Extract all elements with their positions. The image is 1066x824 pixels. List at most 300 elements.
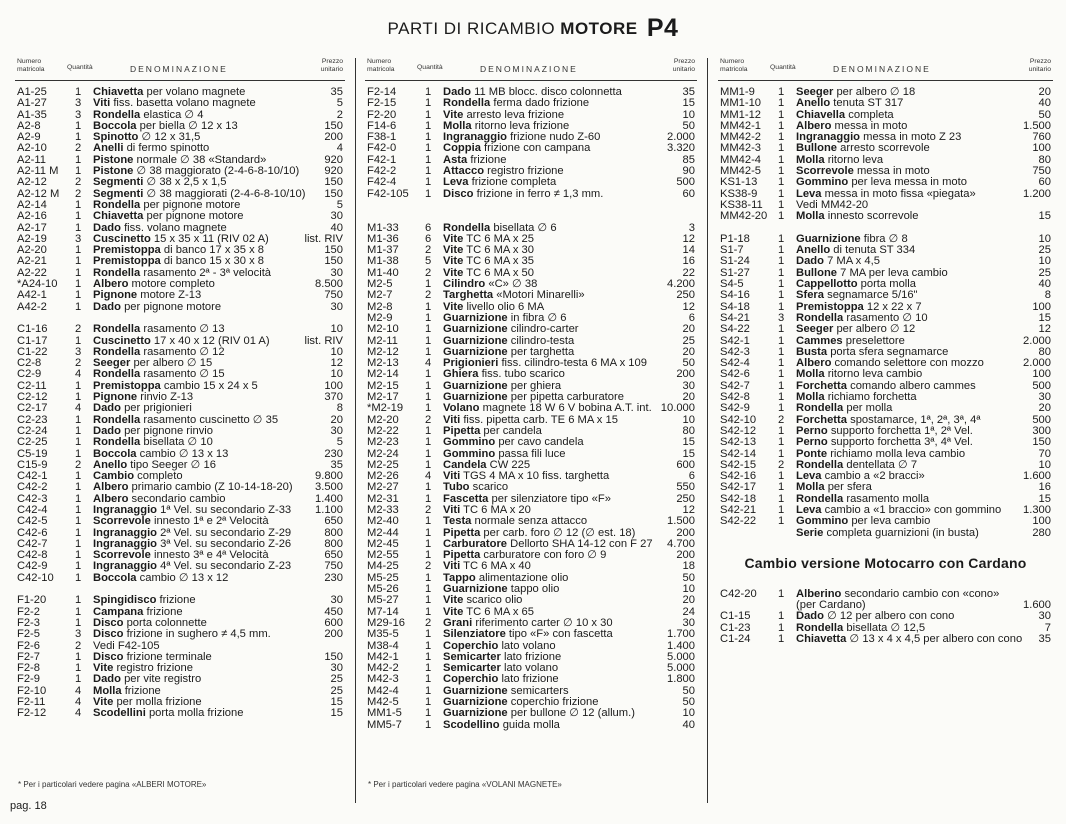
description-name: Sfera <box>796 289 824 302</box>
description-name: Fascetta <box>443 492 489 505</box>
unit-price: 300 <box>1032 424 1051 437</box>
description-detail: comando selettore con mozzo <box>834 357 984 370</box>
page-title <box>0 14 1066 43</box>
unit-price: 30 <box>682 379 695 392</box>
description-name: Guarnizione <box>443 583 508 596</box>
quantity: 1 <box>425 436 432 449</box>
description-detail: per vite registro <box>124 673 202 686</box>
description-detail: rasamento molla <box>846 492 930 505</box>
description-name: Dado <box>443 86 471 98</box>
part-code: A1-25 <box>17 86 47 98</box>
unit-price: 25 <box>1038 266 1051 279</box>
description-detail: secondario cambio <box>131 492 226 505</box>
quantity: 1 <box>75 221 82 234</box>
description-name: Albero <box>93 278 129 291</box>
unit-price: 10 <box>682 707 695 720</box>
part-code: KS1-13 <box>720 176 758 189</box>
unit-price: 25 <box>330 673 343 686</box>
table-row <box>15 573 345 584</box>
unit-price: 40 <box>1038 278 1051 291</box>
description-detail: tappo olio <box>510 583 560 596</box>
unit-price: 1.400 <box>667 639 695 652</box>
unit-price: 1.600 <box>1023 599 1051 612</box>
quantity: 1 <box>75 119 82 132</box>
unit-price: 150 <box>1032 436 1051 449</box>
description-detail: 3ª Vel. su secondario Z-26 <box>160 537 292 550</box>
quantity: 1 <box>425 176 432 189</box>
part-code: F42-1 <box>367 153 397 166</box>
part-code: S42-12 <box>720 424 757 437</box>
table-row <box>718 528 1053 539</box>
quantity: 1 <box>778 289 785 302</box>
quantity: 1 <box>425 119 432 132</box>
part-code: M2-55 <box>367 549 399 562</box>
unit-price: 15 <box>330 707 343 720</box>
description-name: Bullone <box>796 142 838 155</box>
description-detail: porta colonnette <box>126 616 207 629</box>
quantity: 1 <box>778 447 785 460</box>
part-code: M2-22 <box>367 424 399 437</box>
description-detail: innesto scorrevole <box>827 210 919 223</box>
description-name: Chiavetta <box>93 86 144 98</box>
description-detail: 4ª Vel. su secondario Z-23 <box>160 560 292 573</box>
description-detail: innesto 3ª e 4ª Velocità <box>153 549 269 562</box>
quantity: 1 <box>425 300 432 313</box>
unit-price: 4 <box>336 142 343 155</box>
description-name: Rondella <box>93 266 141 279</box>
header-price: Prezzo unitario <box>1028 58 1051 73</box>
quantity: 1 <box>75 289 82 302</box>
description-name: Guarnizione <box>796 232 861 245</box>
quantity: 1 <box>778 470 785 483</box>
description-detail: supporto forchetta 3ª, 4ª Vel. <box>830 436 973 449</box>
description-detail: rinvio Z-13 <box>140 391 194 404</box>
quantity: 1 <box>778 278 785 291</box>
unit-price: 8.500 <box>315 278 343 291</box>
description-name: Dado <box>93 221 121 234</box>
description-name: Perno <box>796 424 828 437</box>
quantity: 1 <box>75 673 82 686</box>
table-row <box>718 245 1053 256</box>
quantity: 1 <box>75 537 82 550</box>
part-code: C42-4 <box>17 503 48 516</box>
description-name: Gommino <box>796 515 849 528</box>
description-detail: fiss. basetta volano magnete <box>113 97 256 110</box>
unit-price: 10 <box>330 323 343 336</box>
description-name: Segmenti <box>93 176 144 189</box>
unit-price: 1.700 <box>667 628 695 641</box>
description-name: Albero <box>93 481 129 494</box>
description-detail: fiss. pipetta carb. TE 6 MA x 15 <box>463 413 618 426</box>
unit-price: 550 <box>676 481 695 494</box>
table-row <box>365 584 697 595</box>
quantity: 1 <box>778 198 785 211</box>
quantity: 1 <box>425 311 432 324</box>
quantity: 1 <box>778 165 785 178</box>
description-name: Scodellino <box>443 718 500 731</box>
table-row <box>365 471 697 482</box>
description-detail: TC 6 MA x 50 <box>466 266 535 279</box>
part-code: A42-2 <box>17 300 47 313</box>
unit-price: 230 <box>324 447 343 460</box>
description-detail: rasamento 2ª - 3ª velocità <box>143 266 272 279</box>
description-name: Vite <box>443 594 464 607</box>
description-name: Silenziatore <box>443 628 506 641</box>
description-name: Molla <box>796 153 825 166</box>
description-detail: 17 x 40 x 12 (RIV 01 A) <box>153 334 270 347</box>
quantity: 1 <box>778 357 785 370</box>
unit-price: 50 <box>682 696 695 709</box>
unit-price: 40 <box>1038 97 1051 110</box>
quantity: 1 <box>778 97 785 110</box>
description-name: Gommino <box>443 436 496 449</box>
part-code: M2-31 <box>367 492 399 505</box>
description-detail: TC 6 MA x 30 <box>466 244 535 257</box>
quantity: 3 <box>75 628 82 641</box>
part-code: C1-23 <box>720 621 751 634</box>
description-name: Asta <box>443 153 468 166</box>
description-name: Pistone <box>93 165 134 178</box>
quantity: 1 <box>778 119 785 132</box>
part-code: M2-11 <box>367 334 398 347</box>
description-name: Anello <box>796 97 831 110</box>
part-code: C42-5 <box>17 515 48 528</box>
part-code: F2-8 <box>17 662 41 675</box>
quantity: 1 <box>75 131 82 144</box>
description-name: Cuscinetto <box>93 232 151 245</box>
quantity: 3 <box>75 232 82 245</box>
unit-price: 5 <box>336 436 343 449</box>
header-den: DENOMINAZIONE <box>130 64 228 74</box>
part-code: S1-24 <box>720 255 750 268</box>
description-detail: per pignone rinvio <box>124 424 214 437</box>
table-row <box>365 550 697 561</box>
description-detail: 15 x 35 x 11 (RIV 02 A) <box>153 232 269 245</box>
unit-price: 5 <box>336 97 343 110</box>
description-name: Chiavetta <box>93 210 144 223</box>
part-code: F2-6 <box>17 639 41 652</box>
unit-price: 60 <box>682 187 695 200</box>
part-code: M2-5 <box>367 278 393 291</box>
part-code: C2-11 <box>17 379 47 392</box>
description-name: Ingranaggio <box>93 560 158 573</box>
description-name: Forchetta <box>796 379 847 392</box>
parts-list <box>365 87 697 731</box>
quantity: 1 <box>778 334 785 347</box>
unit-price: 70 <box>1038 447 1051 460</box>
description-detail: di banco 17 x 35 x 8 <box>163 244 265 257</box>
description-detail: arresto scorrevole <box>840 142 930 155</box>
quantity: 1 <box>425 165 432 178</box>
part-code: A2-11 M <box>17 165 59 178</box>
quantity: 2 <box>75 458 82 471</box>
unit-price: 8 <box>1044 289 1051 302</box>
unit-price: 150 <box>324 119 343 132</box>
part-code: M5-25 <box>367 571 399 584</box>
unit-price: 10 <box>330 368 343 381</box>
quantity: 1 <box>425 639 432 652</box>
description-name: Disco <box>443 187 474 200</box>
description-detail: messa in moto fissa «piegata» <box>824 187 976 200</box>
unit-price: 10 <box>682 583 695 596</box>
part-code: A2-16 <box>17 210 47 223</box>
part-code: S42-4 <box>720 357 750 370</box>
part-code: F38-1 <box>367 131 397 144</box>
quantity: 1 <box>425 481 432 494</box>
description-name: Leva <box>796 187 822 200</box>
unit-price: 200 <box>676 368 695 381</box>
description-detail: bisellata ∅ 6 <box>493 221 557 234</box>
part-code: S4-22 <box>720 323 750 336</box>
description-detail: 11 MB blocc. disco colonnetta <box>474 86 622 98</box>
part-code: M29-16 <box>367 616 405 629</box>
unit-price: 3.320 <box>667 142 695 155</box>
unit-price: 280 <box>1032 526 1051 539</box>
description-detail: tipo Seeger ∅ 16 <box>130 458 216 471</box>
description-name: Vite <box>443 108 464 121</box>
description-name: Dado <box>93 424 121 437</box>
description-detail: per silenziatore tipo «F» <box>491 492 611 505</box>
unit-price: 25 <box>330 684 343 697</box>
quantity: 1 <box>425 583 432 596</box>
description-detail: ritorno leva cambio <box>827 368 923 381</box>
description-detail: cambio 15 x 24 x 5 <box>163 379 258 392</box>
part-code: M5-27 <box>367 594 399 607</box>
description-detail: comando albero cammes <box>850 379 976 392</box>
description-detail: «Motori Minarelli» <box>496 289 585 302</box>
part-code: C2-24 <box>17 424 48 437</box>
description-name: Leva <box>796 503 822 516</box>
part-code: M2-8 <box>367 300 393 313</box>
unit-price: 20 <box>1038 86 1051 98</box>
unit-price: 16 <box>682 255 695 268</box>
quantity: 1 <box>425 131 432 144</box>
header-num: Numero matricola <box>367 58 395 73</box>
description-detail: bisellata ∅ 12,5 <box>846 621 926 634</box>
description-detail: per candela <box>483 424 542 437</box>
unit-price: 100 <box>1032 515 1051 528</box>
part-code: MM1-12 <box>720 108 762 121</box>
description-detail: per bullone ∅ 12 (allum.) <box>510 707 635 720</box>
unit-price: 500 <box>676 176 695 189</box>
part-code: M2-26 <box>367 470 399 483</box>
table-row <box>15 708 345 719</box>
unit-price: 600 <box>324 616 343 629</box>
description-name: Semicarter <box>443 650 501 663</box>
quantity: 1 <box>425 391 432 404</box>
parts-column-1 <box>15 56 345 786</box>
description-detail: lato volano <box>503 662 559 675</box>
quantity: 1 <box>75 379 82 392</box>
description-detail: fiss. tubo scarico <box>481 368 565 381</box>
quantity: 1 <box>75 278 82 291</box>
header-price: Prezzo unitario <box>320 58 343 73</box>
part-code: M2-10 <box>367 323 399 336</box>
description-name: Pipetta <box>443 549 481 562</box>
description-name: Molla <box>796 368 825 381</box>
quantity: 2 <box>425 560 432 573</box>
description-name: Rondella <box>93 345 141 358</box>
quantity: 1 <box>425 537 432 550</box>
description-detail: dentellata ∅ 7 <box>846 458 918 471</box>
quantity: 1 <box>778 176 785 189</box>
quantity: 1 <box>75 492 82 505</box>
description-name: Gommino <box>796 176 849 189</box>
quantity: 4 <box>75 707 82 720</box>
description-detail: messa in moto <box>856 165 930 178</box>
description-name: Molla <box>93 684 122 697</box>
part-code: M42-5 <box>367 696 399 709</box>
unit-price: 15 <box>682 436 695 449</box>
part-code: M2-7 <box>367 289 393 302</box>
part-code: M2-15 <box>367 379 399 392</box>
quantity: 1 <box>75 244 82 257</box>
part-code: P1-18 <box>720 232 750 245</box>
part-code: M2-44 <box>367 526 399 539</box>
header-den: DENOMINAZIONE <box>833 64 931 74</box>
part-code: M1-37 <box>367 244 399 257</box>
description-name: Scorrevole <box>93 515 151 528</box>
description-detail: di fermo spinotto <box>126 142 210 155</box>
description-name: Rondella <box>796 621 844 634</box>
unit-price: 1.100 <box>315 503 343 516</box>
quantity: 4 <box>75 684 82 697</box>
part-code: C42-3 <box>17 492 48 505</box>
description-detail: per carb. foro ∅ 12 (∅ est. 18) <box>483 526 636 539</box>
part-code: M2-23 <box>367 436 399 449</box>
description-name: Guarnizione <box>443 323 508 336</box>
description-detail: supporto forchetta 1ª, 2ª Vel. <box>830 424 973 437</box>
column-header <box>718 56 1053 81</box>
unit-price: 7 <box>1044 621 1051 634</box>
unit-price: 85 <box>682 153 695 166</box>
unit-price: 6 <box>688 470 695 483</box>
description-name: Dado <box>796 610 824 623</box>
page-number: pag. 18 <box>10 800 47 812</box>
part-code: M2-17 <box>367 391 399 404</box>
quantity: 6 <box>425 221 432 234</box>
description-name: Molla <box>443 119 472 132</box>
quantity: 1 <box>778 244 785 257</box>
description-detail: spostamarce, 1ª, 2ª, 3ª, 4ª <box>850 413 981 426</box>
part-code: A1-27 <box>17 97 47 110</box>
part-code: M7-14 <box>367 605 399 618</box>
part-code: C1-24 <box>720 633 751 646</box>
part-code: S42-14 <box>720 447 757 460</box>
description-detail: normale ∅ 38 «Standard» <box>136 153 267 166</box>
description-name: Rondella <box>796 458 844 471</box>
footnote: * Per i particolari vedere pagina «ALBERI MOTORE» <box>18 780 207 789</box>
description-detail: rasamento ∅ 15 <box>143 368 225 381</box>
unit-price: 10.000 <box>660 402 695 415</box>
unit-price: 100 <box>324 379 343 392</box>
description-detail: coperchio frizione <box>510 696 599 709</box>
description-name: Premistoppa <box>93 255 161 268</box>
quantity: 1 <box>425 594 432 607</box>
unit-price: 10 <box>330 345 343 358</box>
quantity: 1 <box>778 323 785 336</box>
table-row <box>365 449 697 460</box>
quantity: 1 <box>778 621 785 634</box>
quantity: 1 <box>75 153 82 166</box>
parts-column-2 <box>365 56 697 786</box>
unit-price: 30 <box>1038 610 1051 623</box>
quantity: 1 <box>425 515 432 528</box>
description-name: Cappellotto <box>796 278 858 291</box>
description-name: Coperchio <box>443 673 499 686</box>
quantity: 2 <box>75 142 82 155</box>
quantity: 1 <box>75 413 82 426</box>
description-name: Anello <box>796 244 831 257</box>
quantity: 1 <box>75 424 82 437</box>
description-detail: registro frizione <box>116 662 193 675</box>
description-detail: ∅ 38 x 2,5 x 1,5 <box>146 176 227 189</box>
quantity: 1 <box>75 605 82 618</box>
part-code: M42-1 <box>367 650 399 663</box>
description-name: Rondella <box>93 368 141 381</box>
quantity: 1 <box>75 300 82 313</box>
description <box>443 720 560 731</box>
description-name: Premistoppa <box>93 379 161 392</box>
description-name: Albero <box>796 119 832 132</box>
unit-price: 650 <box>324 549 343 562</box>
description-name: Guarnizione <box>443 311 508 324</box>
quantity: 1 <box>75 594 82 607</box>
description-name: Vite <box>443 244 464 257</box>
unit-price: 230 <box>324 571 343 584</box>
description-name: Pistone <box>93 153 134 166</box>
table-row <box>365 189 697 200</box>
unit-price: 25 <box>1038 244 1051 257</box>
part-code: C5-19 <box>17 447 48 460</box>
description-detail: cilindro-testa <box>510 334 575 347</box>
part-code: S42-18 <box>720 492 757 505</box>
description-name: Cuscinetto <box>93 334 151 347</box>
description-detail: rasamento ∅ 10 <box>846 311 928 324</box>
description-name: Spingidisco <box>93 594 157 607</box>
header-qty: Quantità <box>770 64 796 71</box>
unit-price: 35 <box>682 86 695 98</box>
table-row <box>718 211 1053 222</box>
part-code: C42-6 <box>17 526 48 539</box>
description-detail: di tenuta ST 334 <box>833 244 916 257</box>
description-detail: frizione nudo Z-60 <box>510 131 601 144</box>
quantity: 1 <box>75 662 82 675</box>
description-detail: 7 MA per leva cambio <box>840 266 948 279</box>
description-name: Campana <box>93 605 144 618</box>
unit-price: 500 <box>1032 379 1051 392</box>
unit-price: 5.000 <box>667 662 695 675</box>
unit-price: 12 <box>682 503 695 516</box>
description-detail: cambio ∅ 13 x 12 <box>139 571 229 584</box>
unit-price: 1.200 <box>1023 187 1051 200</box>
quantity: 1 <box>425 86 432 98</box>
unit-price: 12 <box>682 232 695 245</box>
unit-price: 2.000 <box>1023 334 1051 347</box>
part-code: C42-8 <box>17 549 48 562</box>
part-code: S42-6 <box>720 368 750 381</box>
part-code: C42-20 <box>720 587 757 600</box>
description-name: Rondella <box>796 402 844 415</box>
description-name: Guarnizione <box>443 379 508 392</box>
description-detail: TC 6 MA x 25 <box>466 232 535 245</box>
cardano-parts-list <box>718 589 1053 645</box>
description-name: Cammes <box>796 334 843 347</box>
description-detail: primario cambio (Z 10-14-18-20) <box>131 481 293 494</box>
description-detail: motore Z-13 <box>140 289 202 302</box>
part-code: F42-0 <box>367 142 397 155</box>
description-name: Guarnizione <box>443 391 508 404</box>
